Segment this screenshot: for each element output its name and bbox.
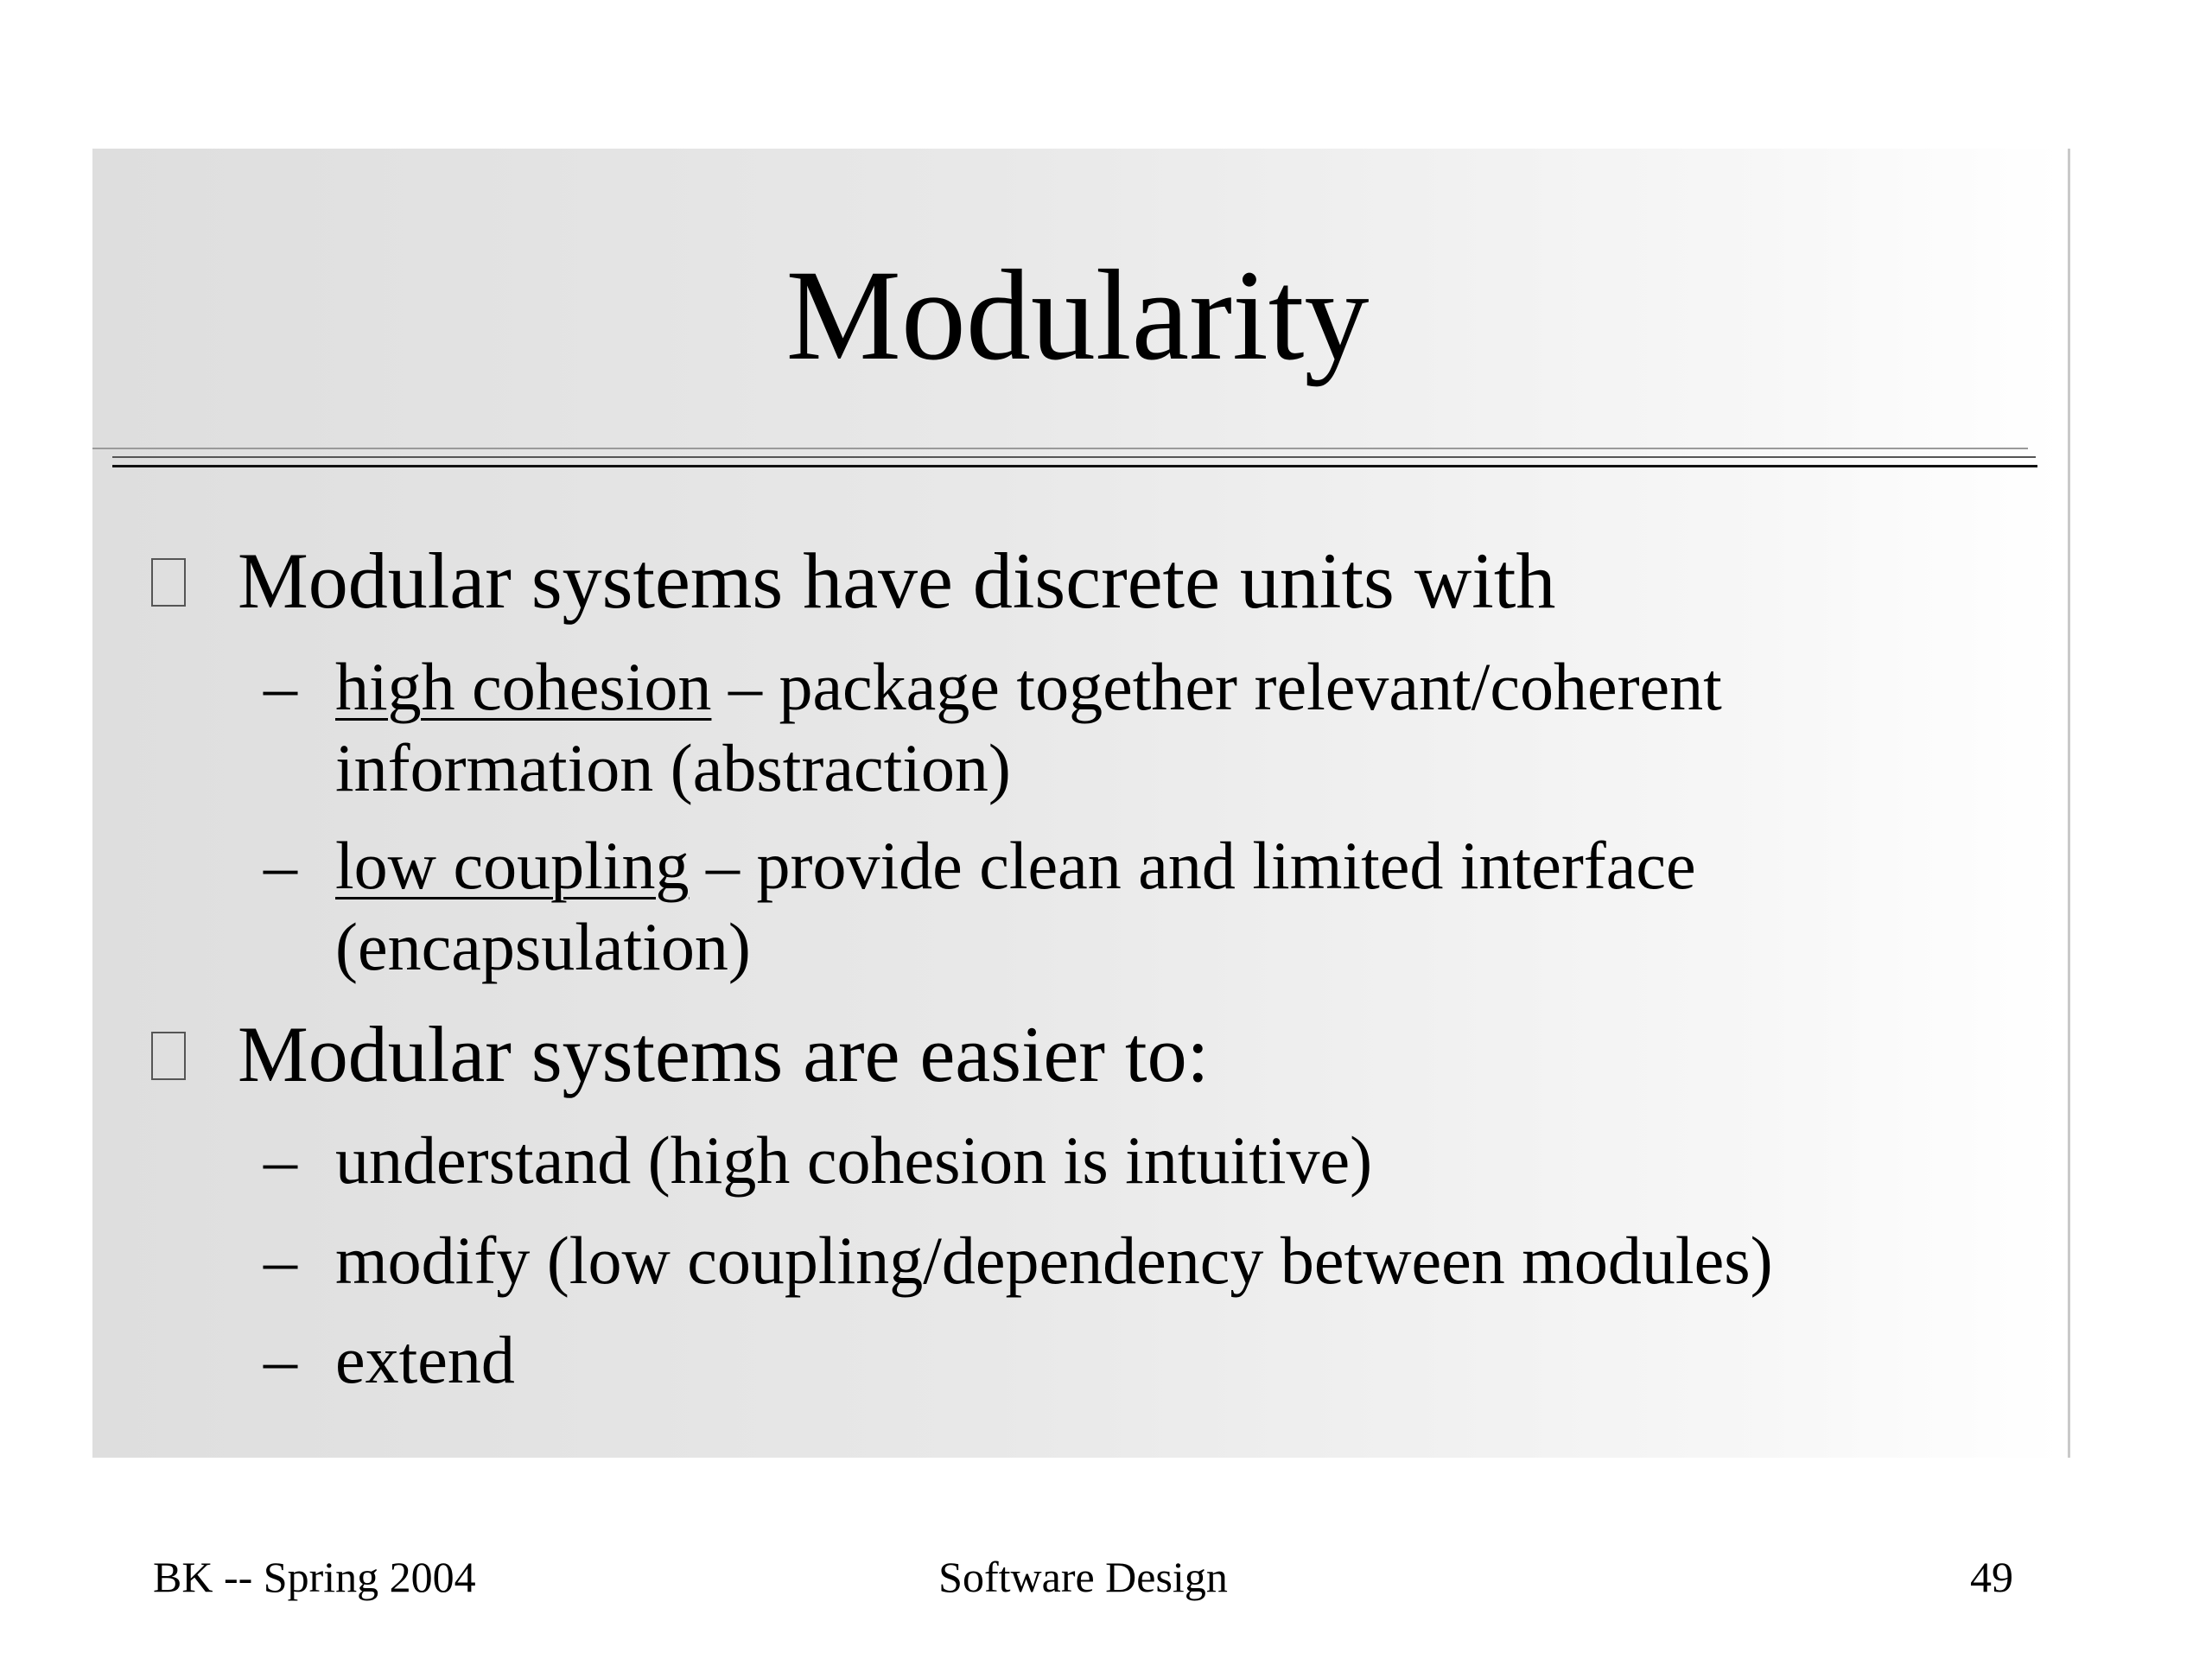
sub-item-text: modify (low coupling/dependency between modules) (335, 1223, 1773, 1298)
sub-item-description: – provide clean and limited interface (689, 828, 1696, 903)
dash-marker: – (264, 1223, 297, 1298)
sub-item-text (335, 646, 1977, 809)
dash-marker: – (264, 828, 297, 903)
bullet-text: Modular systems are easier to: (238, 1010, 1210, 1098)
sub-item-description-continued: information (abstraction) (335, 730, 1011, 805)
dash-marker: – (264, 649, 297, 724)
title-divider-line-bottom (112, 465, 2037, 467)
sub-item-description: – package together relevant/coherent (711, 649, 1722, 724)
slide-right-border (2068, 149, 2070, 1458)
sub-item-text: understand (high cohesion is intuitive) (335, 1122, 1373, 1198)
sub-item-description-continued: (encapsulation) (335, 909, 751, 984)
title-divider-line-top (92, 448, 2028, 449)
title-divider-line-middle (112, 456, 2036, 458)
footer-course-title: Software Design (938, 1553, 1228, 1601)
term-high-cohesion: high cohesion (335, 649, 712, 724)
footer-author-date: BK -- Spring 2004 (153, 1553, 476, 1601)
bullet-square-icon (151, 1032, 186, 1080)
term-low-coupling: low coupling (335, 828, 690, 903)
slide-title: Modularity (785, 244, 1370, 387)
sub-item-text (335, 825, 1977, 988)
dash-marker: – (264, 1122, 297, 1198)
bullet-text: Modular systems have discrete units with (238, 537, 1556, 625)
sub-item-text: extend (335, 1322, 515, 1397)
dash-marker: – (264, 1322, 297, 1397)
footer-page-number: 49 (1970, 1553, 2013, 1601)
bullet-square-icon (151, 558, 186, 607)
